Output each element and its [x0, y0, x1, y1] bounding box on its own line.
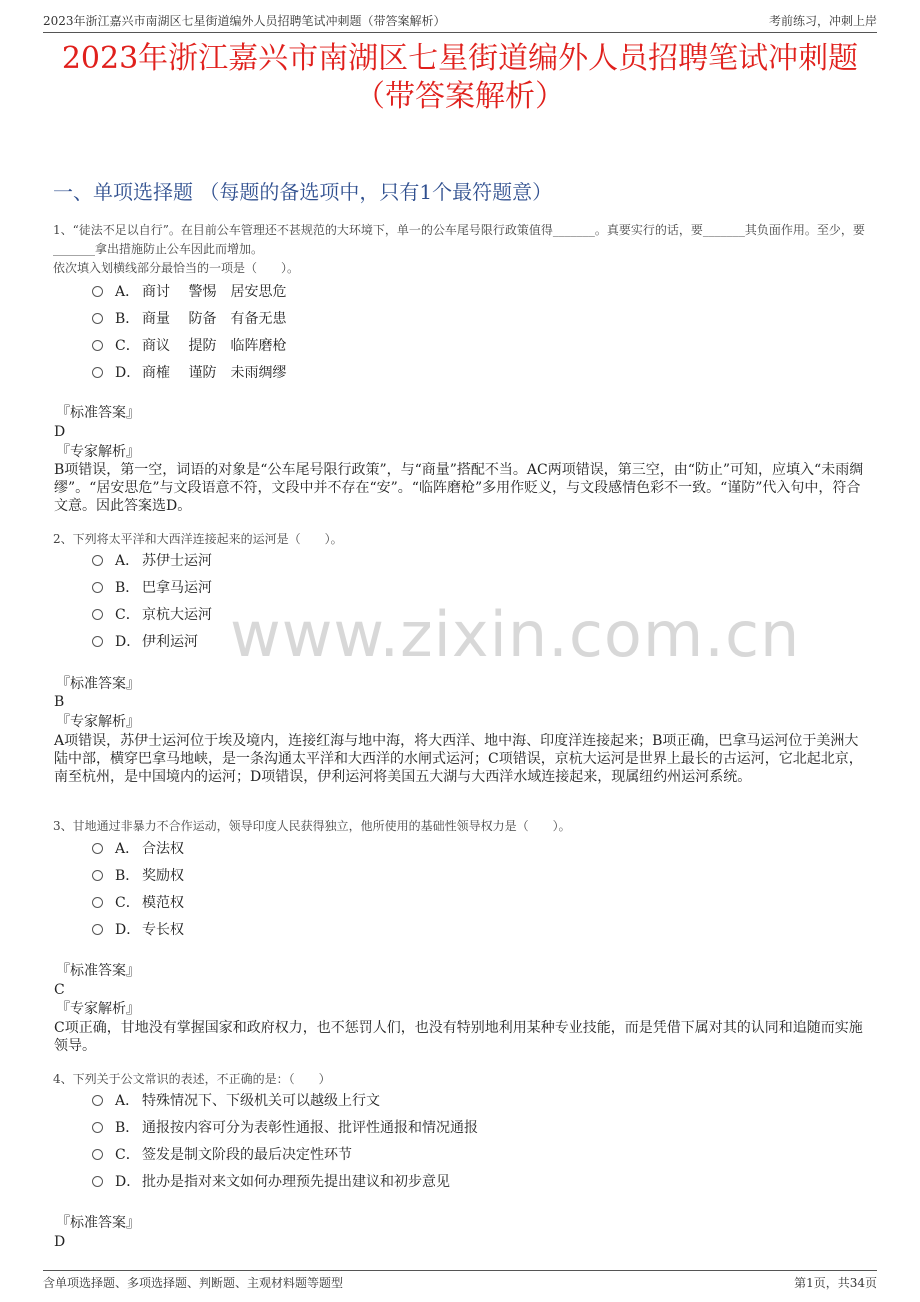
header-slogan: 考前练习，冲刺上岸	[768, 14, 877, 28]
analysis-text: B项错误，第一空，词语的对象是“公车尾号限行政策”，与“商量”搭配不当。AC两项错误，第三空，由“防止”可知，应填入“未雨绸缪”。“居安思危”与文段语意不符，文段中并不存在“安”。“临阵磨枪”多用作贬义，与文段感情色彩不一致。“谨防”代入句中，符合文意。因此答案选D。	[54, 462, 864, 514]
option-radio[interactable]: C． 京杭大运河	[92, 605, 212, 625]
answer-label: 『标准答案』	[56, 963, 140, 979]
radio-circle-icon[interactable]	[92, 609, 103, 620]
option-radio[interactable]: C． 签发是制文阶段的最后决定性环节	[92, 1145, 352, 1165]
question-text: 1、“徒法不足以自行”。在目前公车管理还不甚规范的大环境下，单一的公车尾号限行政策值得_______。真要实行的话，要_______其负面作用。至少，要_______拿出措施防止公车因此而增加。	[53, 223, 865, 256]
analysis-text: A项错误，苏伊士运河位于埃及境内，连接红海与地中海，将大西洋、地中海、印度洋连接起来；B项正确，巴拿马运河位于美洲大陆中部，横穿巴拿马地峡，是一条沟通太平洋和大西洋的水闸式运河；C项错误，京杭大运河是世界上最长的古运河，它北起北京，南至杭州，是中国境内的运河；D项错误，伊利运河将美国五大湖与大西洋水域连接起来，现属纽约州运河系统。	[54, 733, 863, 785]
title-line-2: （带答案解析）	[355, 79, 565, 114]
option-radio[interactable]: D． 伊利运河	[92, 632, 198, 652]
option-radio[interactable]: B． 通报按内容可分为表彰性通报、批评性通报和情况通报	[92, 1118, 478, 1138]
option-radio[interactable]: C． 商议 提防 临阵磨枪	[92, 336, 286, 356]
analysis-text: C项正确，甘地没有掌握国家和政府权力，也不惩罚人们，也没有特别地利用某种专业技能，而是凭借下属对其的认同和追随而实施领导。	[54, 1020, 863, 1054]
answer-label: 『标准答案』	[56, 676, 140, 692]
radio-circle-icon[interactable]	[92, 1095, 103, 1106]
question-text: 2、下列将太平洋和大西洋连接起来的运河是（ ）。	[53, 532, 343, 546]
radio-circle-icon[interactable]	[92, 870, 103, 881]
option-radio[interactable]: A． 特殊情况下、下级机关可以越级上行文	[92, 1091, 380, 1111]
page-footer	[43, 1270, 877, 1291]
question-3-stem	[53, 817, 870, 836]
answer-label: 『标准答案』	[56, 1215, 140, 1231]
analysis-label: 『专家解析』	[56, 1001, 140, 1017]
radio-circle-icon[interactable]	[92, 1122, 103, 1133]
answer-value: D	[54, 424, 66, 440]
radio-circle-icon[interactable]	[92, 555, 103, 566]
radio-circle-icon[interactable]	[92, 1176, 103, 1187]
radio-circle-icon[interactable]	[92, 367, 103, 378]
radio-circle-icon[interactable]	[92, 636, 103, 647]
question-4-stem	[53, 1070, 870, 1089]
option-radio[interactable]: A． 商讨 警惕 居安思危	[92, 282, 286, 302]
radio-circle-icon[interactable]	[92, 582, 103, 593]
radio-circle-icon[interactable]	[92, 897, 103, 908]
section-heading: 一、单项选择题 （每题的备选项中，只有1个最符题意）	[53, 180, 553, 204]
radio-circle-icon[interactable]	[92, 313, 103, 324]
option-radio[interactable]: B． 奖励权	[92, 866, 184, 886]
radio-circle-icon[interactable]	[92, 340, 103, 351]
analysis-label: 『专家解析』	[56, 714, 140, 730]
question-text: 3、甘地通过非暴力不合作运动，领导印度人民获得独立，他所使用的基础性领导权力是（ ）。	[53, 819, 571, 833]
radio-circle-icon[interactable]	[92, 843, 103, 854]
question-instruction: 依次填入划横线部分最恰当的一项是（ ）。	[53, 261, 300, 275]
option-radio[interactable]: B． 巴拿马运河	[92, 578, 212, 598]
answer-value: B	[54, 694, 65, 710]
page-header	[43, 10, 877, 33]
radio-circle-icon[interactable]	[92, 286, 103, 297]
radio-circle-icon[interactable]	[92, 924, 103, 935]
question-1-stem	[53, 221, 870, 278]
option-radio[interactable]: C． 模范权	[92, 893, 184, 913]
question-text: 4、下列关于公文常识的表述，不正确的是：（ ）	[53, 1072, 331, 1086]
option-radio[interactable]: D． 批办是指对来文如何办理预先提出建议和初步意见	[92, 1172, 450, 1192]
title-line-1: 2023年浙江嘉兴市南湖区七星街道编外人员招聘笔试冲刺题	[61, 41, 859, 76]
radio-circle-icon[interactable]	[92, 1149, 103, 1160]
footer-question-types: 含单项选择题、多项选择题、判断题、主观材料题等题型	[43, 1276, 344, 1290]
answer-value: C	[54, 982, 65, 998]
question-2-stem	[53, 530, 870, 549]
analysis-label: 『专家解析』	[56, 444, 140, 460]
option-radio[interactable]: A． 合法权	[92, 839, 184, 859]
watermark: www.zixin.com.cn	[230, 598, 801, 671]
option-radio[interactable]: D． 专长权	[92, 920, 184, 940]
option-radio[interactable]: A． 苏伊士运河	[92, 551, 212, 571]
document-title	[0, 40, 920, 116]
answer-value: D	[54, 1234, 66, 1250]
option-radio[interactable]: D． 商榷 谨防 未雨绸缪	[92, 363, 286, 383]
answer-label: 『标准答案』	[56, 405, 140, 421]
header-doc-title: 2023年浙江嘉兴市南湖区七星街道编外人员招聘笔试冲刺题（带答案解析）	[43, 14, 446, 28]
page-number: 第1页，共34页	[794, 1276, 877, 1290]
option-radio[interactable]: B． 商量 防备 有备无患	[92, 309, 286, 329]
